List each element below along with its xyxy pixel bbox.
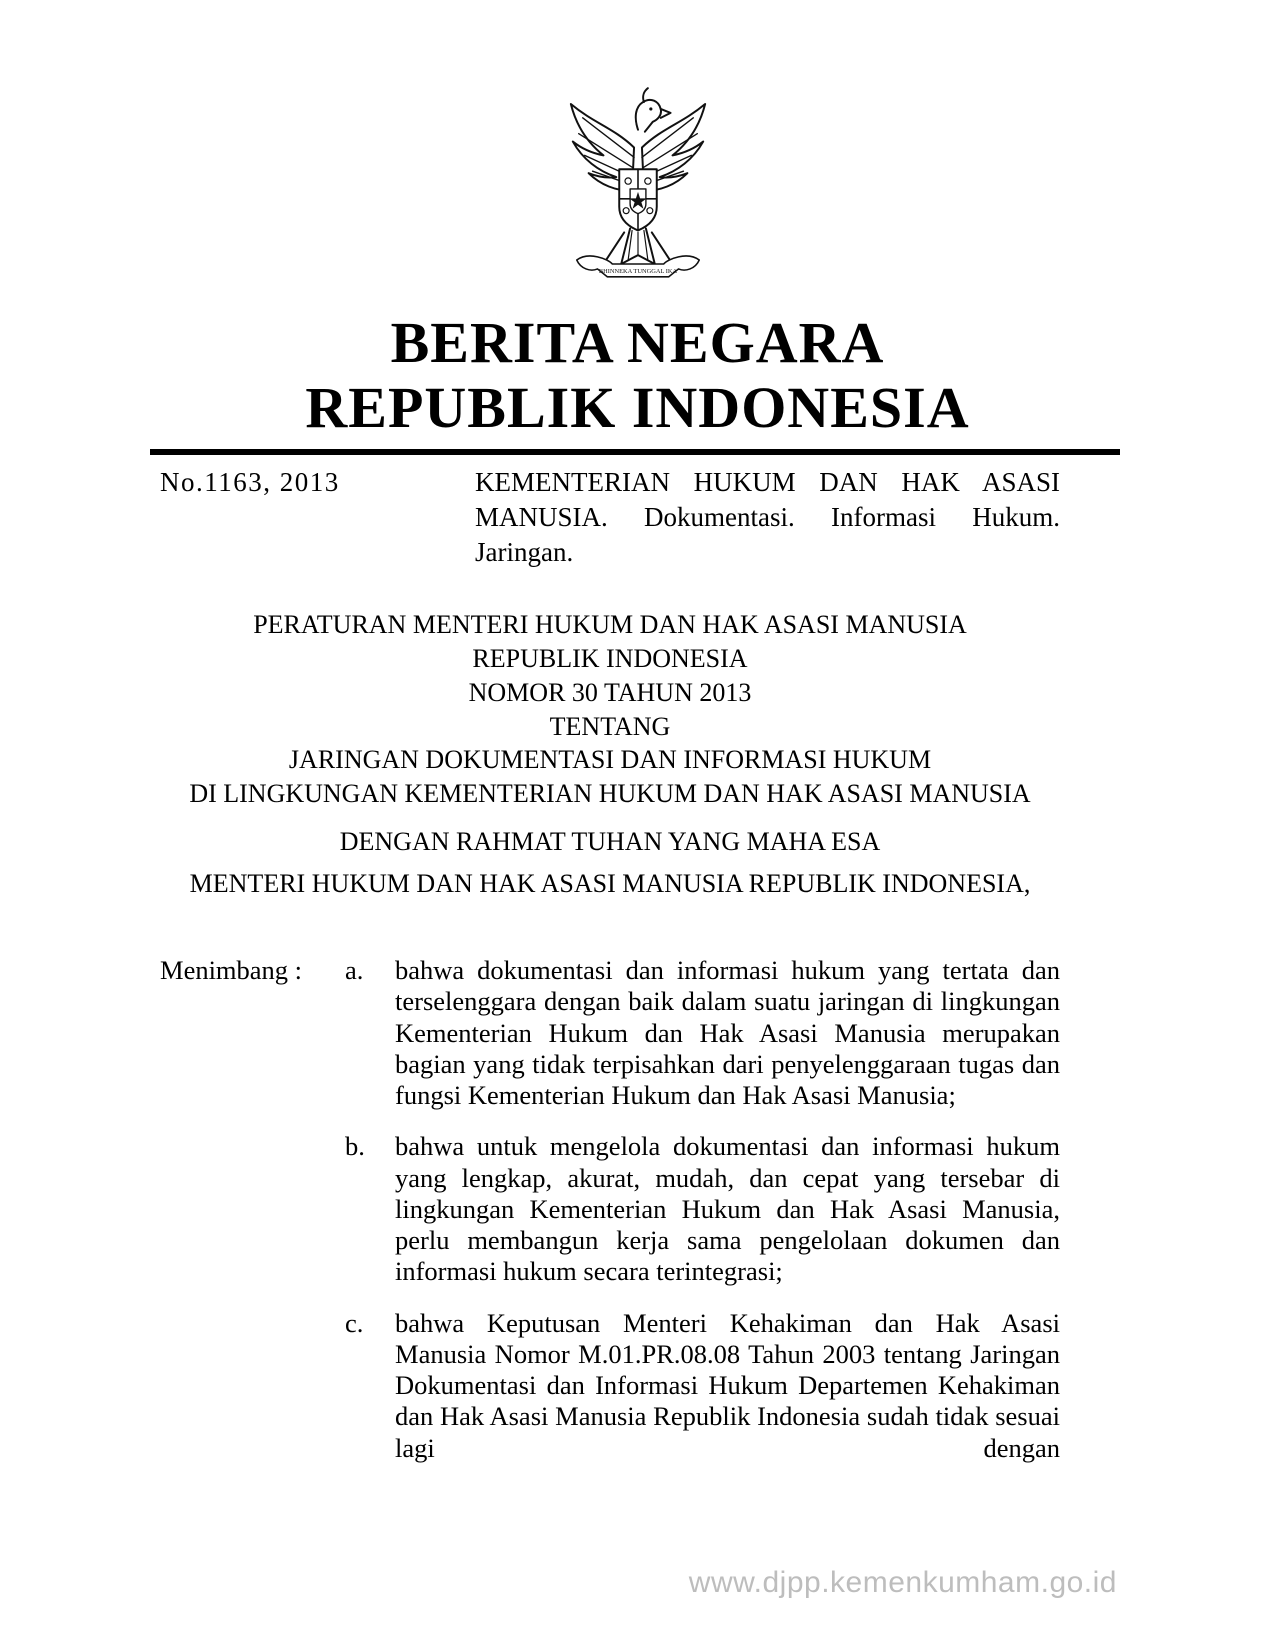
garuda-pancasila-emblem (559, 86, 717, 284)
masthead-title (0, 311, 1275, 441)
gazette-number: No.1163, 2013 (160, 466, 340, 497)
item-letter: b. (345, 1131, 365, 1162)
emblem-container (0, 0, 1275, 289)
item-letter: a. (345, 954, 364, 985)
regulation-heading (160, 608, 1060, 811)
masthead-title-line2: REPUBLIK INDONESIA (305, 374, 970, 440)
item-text: bahwa dokumentasi dan informasi hukum yang tertata dan terselenggara dengan baik dalam suatu jaringan di lingkungan Kementerian Hukum dan Hak Asasi Manusia merupakan bagian yang tidak terpisahkan dari penyelenggaraan tugas dan fungsi Kementerian Hukum dan Hak Asasi Manusia; (395, 954, 1060, 1111)
menimbang-section (160, 955, 1060, 1464)
consideration-item-c (345, 1308, 1060, 1464)
regulation-heading-line4: TENTANG (549, 711, 671, 741)
watermark-url: www.djpp.kemenkumham.go.id (688, 1566, 1117, 1599)
masthead-divider-rule (150, 449, 1120, 455)
consideration-item-a (345, 955, 1060, 1111)
regulation-heading-line5: JARINGAN DOKUMENTASI DAN INFORMASI HUKUM (288, 745, 932, 775)
regulation-heading-line2: REPUBLIK INDONESIA (472, 643, 748, 673)
menimbang-label: Menimbang : (160, 954, 303, 985)
masthead-title-line1: BERITA NEGARA (390, 310, 885, 375)
item-letter: c. (345, 1307, 364, 1338)
regulation-heading-line6: DI LINGKUNGAN KEMENTERIAN HUKUM DAN HAK ASASI MANUSIA (189, 779, 1031, 809)
consideration-items (345, 955, 1060, 1464)
official-line: MENTERI HUKUM DAN HAK ASASI MANUSIA REPUBLIK INDONESIA, (189, 868, 1031, 898)
item-text: bahwa untuk mengelola dokumentasi dan informasi hukum yang lengkap, akurat, mudah, dan cepat yang tersebar di lingkungan Kementerian Hukum dan Hak Asasi Manusia, perlu membangun kerja sama pengelolaan dokumen dan informasi hukum secara terintegrasi; (395, 1131, 1060, 1287)
invocation-line: DENGAN RAHMAT TUHAN YANG MAHA ESA (339, 826, 881, 856)
emblem-motto-text: BHINNEKA TUNGGAL IKA (598, 267, 677, 275)
item-text: bahwa Keputusan Menteri Kehakiman dan Hak Asasi Manusia Nomor M.01.PR.08.08 Tahun 2003 tentang Jaringan Dokumentasi dan Informasi Hukum Departemen Kehakiman dan Hak Asasi Manusia Republik Indonesia sudah tidak sesuai lagi dengan (395, 1307, 1060, 1463)
regulation-heading-line3: NOMOR 30 TAHUN 2013 (468, 677, 752, 707)
page-content (0, 465, 1275, 1464)
gazette-subject: KEMENTERIAN HUKUM DAN HAK ASASI MANUSIA. Dokumentasi. Informasi Hukum. Jaringan. (475, 466, 1060, 568)
regulation-heading-line1: PERATURAN MENTERI HUKUM DAN HAK ASASI MANUSIA (253, 610, 967, 640)
gazette-header-row (160, 465, 1060, 570)
consideration-item-b (345, 1131, 1060, 1287)
